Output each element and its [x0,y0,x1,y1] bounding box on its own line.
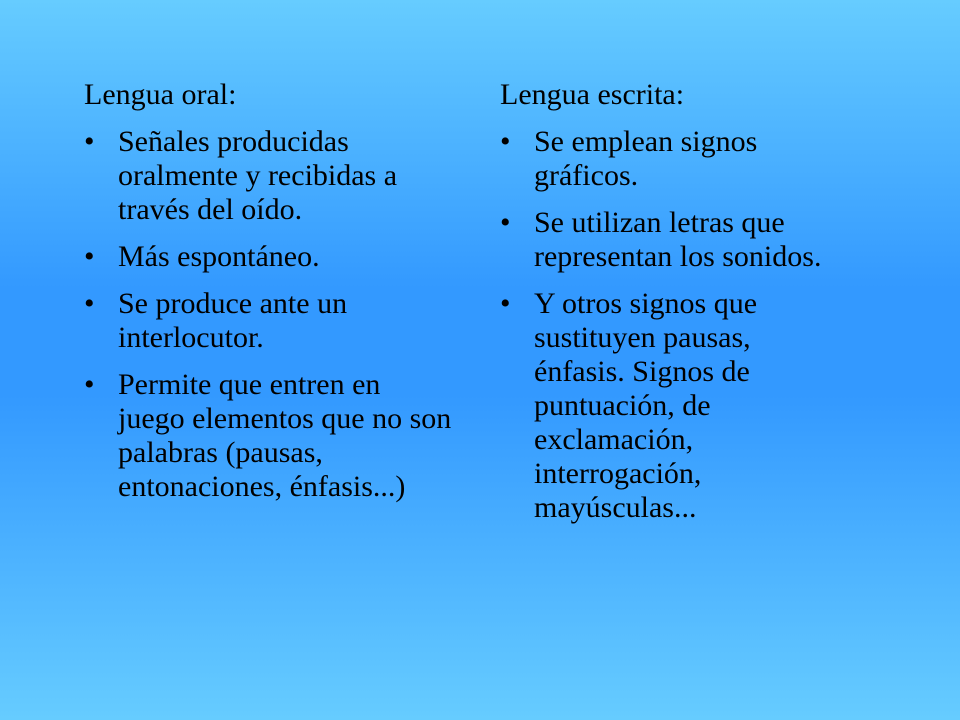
list-item [84,287,454,355]
list-item [500,206,840,274]
list-item-text: Permite que entren en juego elementos que no son palabras (pausas, entonaciones, énfasis...) [118,368,452,503]
written-language-heading: Lengua escrita: [500,78,685,111]
list-item-text: Se emplean signos gráficos. [534,125,758,192]
list-item-text: Y otros signos que sustituyen pausas, énfasis. Signos de puntuación, de exclamación, interrogación, mayúsculas... [534,287,758,524]
bullet-icon: • [84,125,95,158]
bullet-icon: • [84,240,95,273]
list-item-text: Se produce ante un interlocutor. [118,287,348,354]
bullet-icon: • [500,206,511,239]
list-item [500,287,840,525]
oral-language-column [84,78,454,517]
list-item-text: Señales producidas oralmente y recibidas a través del oído. [118,125,398,226]
list-item [500,125,840,193]
list-item [84,368,454,504]
bullet-icon: • [500,287,511,320]
oral-language-heading: Lengua oral: [84,78,237,111]
written-language-column [500,78,840,538]
list-item [84,125,454,227]
list-item [84,240,454,274]
list-item-text: Se utilizan letras que representan los sonidos. [534,206,822,273]
bullet-icon: • [500,125,511,158]
written-language-list [500,125,840,525]
oral-language-list [84,125,454,504]
list-item-text: Más espontáneo. [118,240,320,273]
bullet-icon: • [84,368,95,401]
bullet-icon: • [84,287,95,320]
